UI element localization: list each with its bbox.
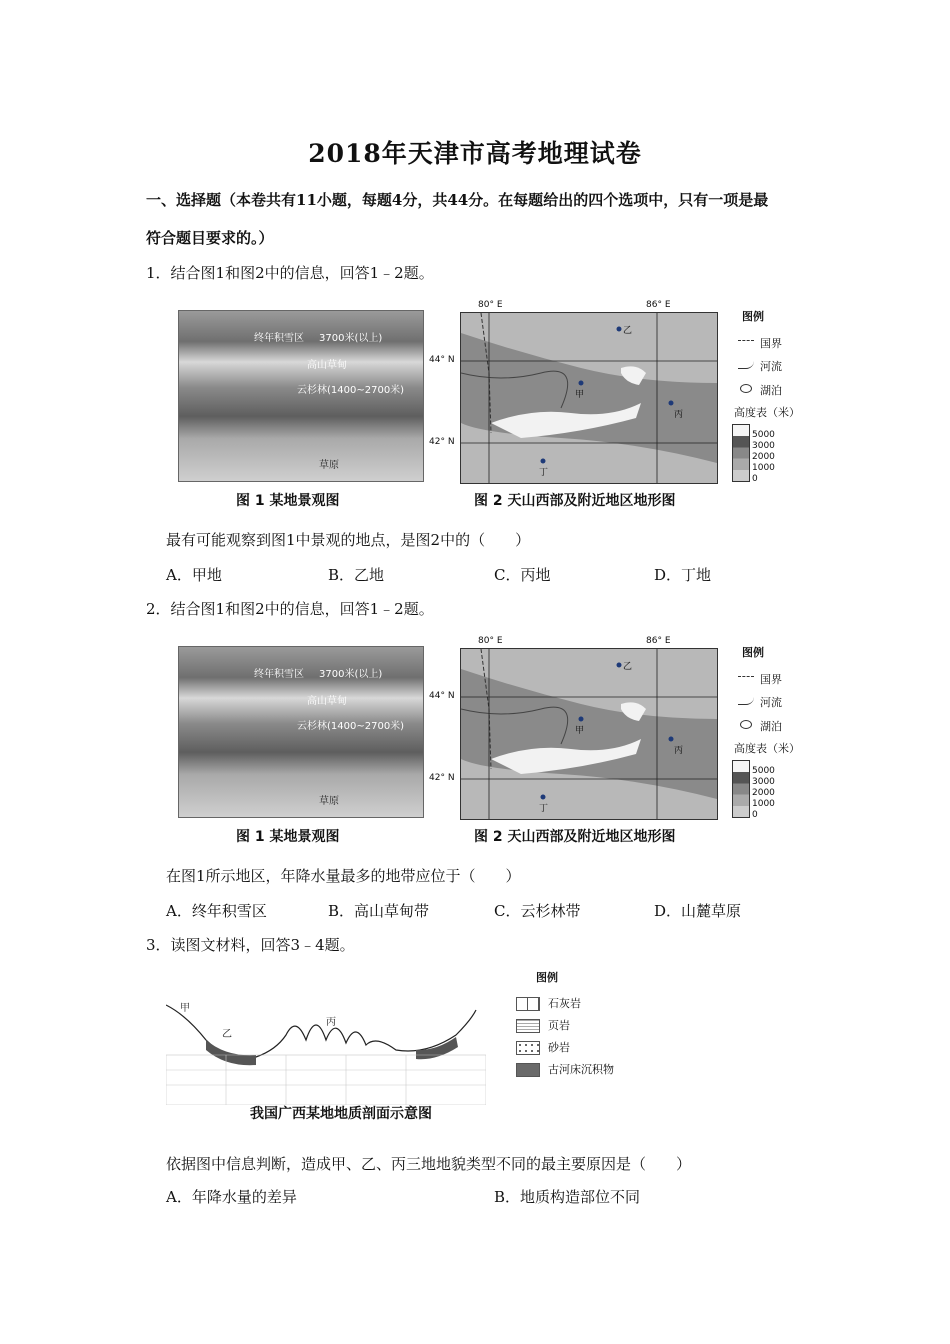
- figure-block-3: [166, 965, 666, 1125]
- legend-sandstone: 砂岩: [548, 1041, 570, 1054]
- figure2-caption: 图 2 天山西部及附近地区地形图: [474, 493, 676, 509]
- map2-elev-2000: 2000: [752, 788, 775, 798]
- figure-block-1: [176, 300, 816, 512]
- landscape-photo: [178, 310, 424, 482]
- map2-elevation-bar: [732, 760, 750, 818]
- section-header-line1: 一、选择题（本卷共有11小题，每题4分，共44分。在每题给出的四个选项中，只有一项是最: [146, 191, 769, 209]
- section-header-line2: 符合题目要求的。）: [146, 229, 274, 247]
- figure3-caption: 我国广西某地地质剖面示意图: [250, 1106, 432, 1122]
- question-2-option-a[interactable]: A．终年积雪区: [166, 902, 267, 920]
- question-2-header: 2．结合图1和图2中的信息，回答1﹣2题。: [146, 600, 434, 618]
- terrain-map-2-shapes: [461, 649, 717, 819]
- map2-legend-lake: 湖泊: [760, 720, 782, 733]
- map-place-jia: 甲: [575, 390, 585, 400]
- map2-elev-3000: 3000: [752, 777, 775, 787]
- question-2-option-b[interactable]: B．高山草甸带: [328, 902, 430, 920]
- legend-sandstone-swatch: [516, 1041, 540, 1055]
- profile-legend-title: 图例: [536, 971, 558, 984]
- question-3-stem: 依据图中信息判断，造成甲、乙、丙三地地貌类型不同的最主要原因是（ ）: [166, 1155, 692, 1173]
- photo2-label-snow: 终年积雪区: [254, 669, 304, 680]
- legend-riverbed: 古河床沉积物: [548, 1063, 614, 1076]
- question-3-option-b[interactable]: B．地质构造部位不同: [494, 1188, 641, 1206]
- map-lon-80e: 80° E: [478, 300, 503, 310]
- photo2-label-meadow: 高山草甸: [307, 696, 347, 707]
- profile-place-jia: 甲: [180, 1003, 190, 1014]
- map-legend-border-swatch: [738, 340, 754, 341]
- question-1-option-c[interactable]: C．丙地: [494, 566, 551, 584]
- map-elev-5000: 5000: [752, 430, 775, 440]
- map-legend-lake-swatch: [740, 384, 752, 393]
- map2-place-bing: 丙: [674, 746, 684, 756]
- question-1-stem: 最有可能观察到图1中景观的地点，是图2中的（ ）: [166, 531, 531, 549]
- landscape-photo-2: [178, 646, 424, 818]
- map-elev-2000: 2000: [752, 452, 775, 462]
- photo2-label-grassland: 草原: [319, 796, 339, 807]
- map2-elev-1000: 1000: [752, 799, 775, 809]
- figure1-caption: 图 1 某地景观图: [236, 493, 340, 509]
- map-elev-3000: 3000: [752, 441, 775, 451]
- map2-legend-title: 图例: [742, 646, 764, 659]
- figure-block-2: [176, 636, 816, 848]
- photo-label-meadow: 高山草甸: [307, 360, 347, 371]
- legend-shale: 页岩: [548, 1019, 570, 1032]
- map2-place-ding: 丁: [539, 804, 549, 814]
- photo-label-forest: 云杉林(1400~2700米): [297, 385, 405, 396]
- map2-legend-river-swatch: [738, 696, 754, 705]
- legend-limestone: 石灰岩: [548, 997, 581, 1010]
- map2-legend-border-swatch: [738, 676, 754, 677]
- map-lon-86e: 86° E: [646, 300, 671, 310]
- profile-place-yi: 乙: [222, 1029, 232, 1040]
- question-1-option-b[interactable]: B．乙地: [328, 566, 385, 584]
- legend-shale-swatch: [516, 1019, 540, 1033]
- map2-lon-80e: 80° E: [478, 636, 503, 646]
- photo-label-grassland: 草原: [319, 460, 339, 471]
- map2-lon-86e: 86° E: [646, 636, 671, 646]
- map2-place-jia: 甲: [575, 726, 585, 736]
- photo2-label-altitude: 3700米(以上): [319, 669, 383, 680]
- map2-place-yi: 乙: [623, 662, 633, 672]
- map2-elevation-title: 高度表（米）: [734, 742, 800, 755]
- map-elev-0: 0: [752, 474, 758, 484]
- question-2-option-d[interactable]: D．山麓草原: [654, 902, 742, 920]
- map-elev-1000: 1000: [752, 463, 775, 473]
- map2-legend-river: 河流: [760, 696, 782, 709]
- photo-label-snow: 终年积雪区: [254, 333, 304, 344]
- map-legend-title: 图例: [742, 310, 764, 323]
- map-place-yi: 乙: [623, 326, 633, 336]
- map-legend-lake: 湖泊: [760, 384, 782, 397]
- map-legend-river: 河流: [760, 360, 782, 373]
- question-3-option-a[interactable]: A．年降水量的差异: [166, 1188, 297, 1206]
- map-legend-river-swatch: [738, 360, 754, 369]
- map2-elev-5000: 5000: [752, 766, 775, 776]
- map-lat-42n: 42° N: [429, 437, 455, 447]
- terrain-map-2: [460, 648, 718, 820]
- question-3-header: 3．读图文材料，回答3﹣4题。: [146, 936, 355, 954]
- question-1-option-a[interactable]: A．甲地: [166, 566, 222, 584]
- legend-riverbed-swatch: [516, 1063, 540, 1077]
- question-1-option-d[interactable]: D．丁地: [654, 566, 712, 584]
- map2-elev-0: 0: [752, 810, 758, 820]
- terrain-map-shapes: [461, 313, 717, 483]
- question-1-header: 1．结合图1和图2中的信息，回答1﹣2题。: [146, 264, 434, 282]
- photo2-label-forest: 云杉林(1400~2700米): [297, 721, 405, 732]
- map2-legend-lake-swatch: [740, 720, 752, 729]
- map-elevation-bar: [732, 424, 750, 482]
- map-elevation-title: 高度表（米）: [734, 406, 800, 419]
- map2-legend-border: 国界: [760, 673, 782, 686]
- map-place-ding: 丁: [539, 468, 549, 478]
- map-lat-44n: 44° N: [429, 355, 455, 365]
- profile-place-bing: 丙: [326, 1017, 336, 1028]
- map2-lat-42n: 42° N: [429, 773, 455, 783]
- question-2-stem: 在图1所示地区，年降水量最多的地带应位于（ ）: [166, 867, 521, 885]
- page-title: 2018年天津市高考地理试卷: [308, 139, 642, 168]
- map2-lat-44n: 44° N: [429, 691, 455, 701]
- geologic-profile: [166, 995, 486, 1105]
- figure2-caption-2: 图 2 天山西部及附近地区地形图: [474, 829, 676, 845]
- question-2-option-c[interactable]: C．云杉林带: [494, 902, 581, 920]
- map-place-bing: 丙: [674, 410, 684, 420]
- photo-label-altitude: 3700米(以上): [319, 333, 383, 344]
- terrain-map: [460, 312, 718, 484]
- figure1-caption-2: 图 1 某地景观图: [236, 829, 340, 845]
- legend-limestone-swatch: [516, 997, 540, 1011]
- map-legend-border: 国界: [760, 337, 782, 350]
